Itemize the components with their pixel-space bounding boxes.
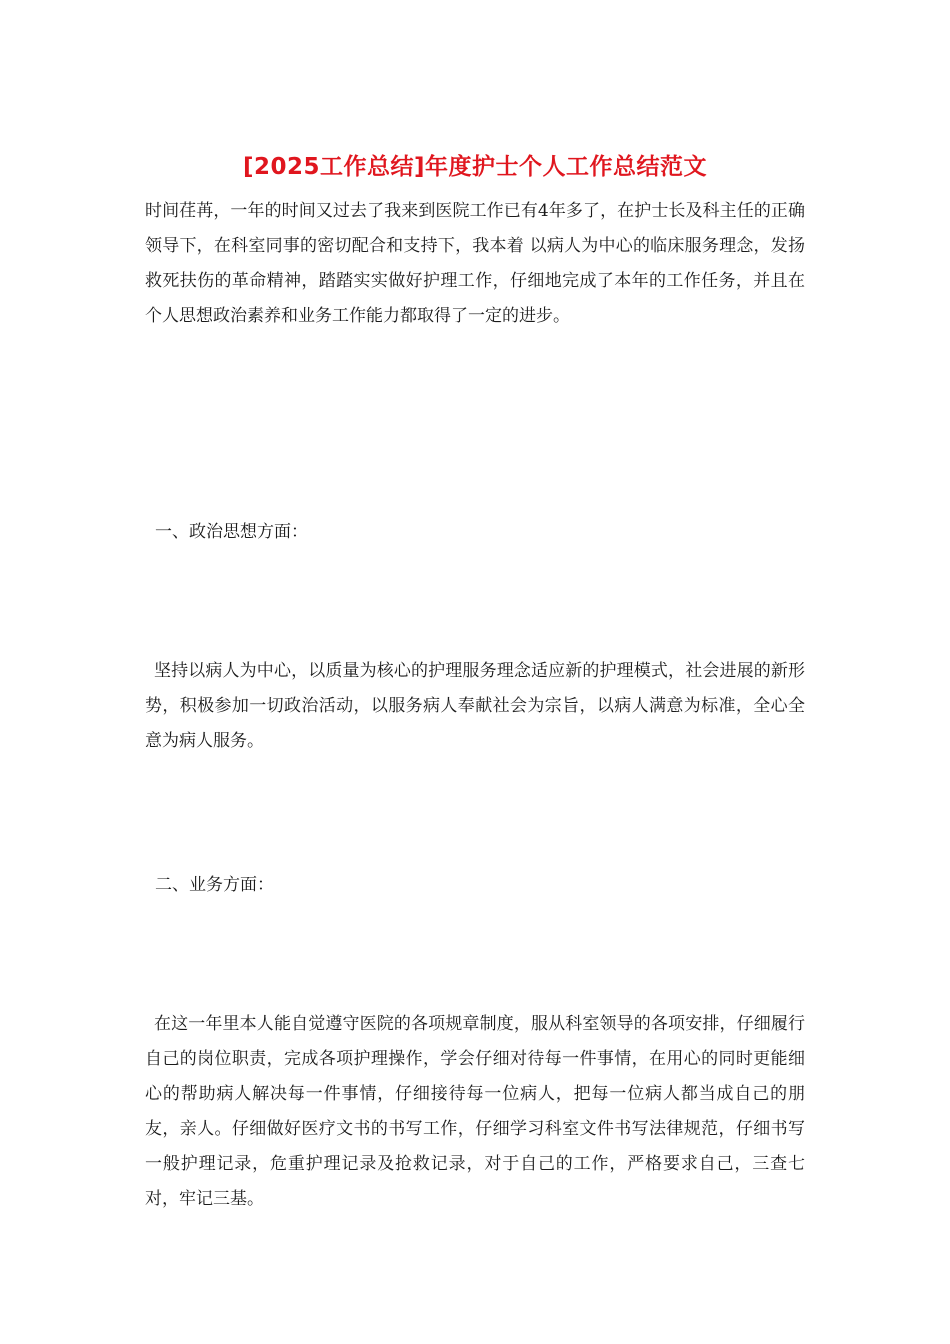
section-heading-political: 一、政治思想方面： bbox=[155, 522, 308, 542]
section-heading-business: 二、业务方面： bbox=[155, 875, 274, 895]
section-body-business: 在这一年里本人能自觉遵守医院的各项规章制度，服从科室领导的各项安排，仔细履行自己的岗位职责，完成各项护理操作，学会仔细对待每一件事情，在用心的同时更能细心的帮助病人解决每一件事情，仔细接待每一位病人，把每一位病人都当成自己的朋友，亲人。仔细做好医疗文书的书写工作，仔细学习科室文件书写法律规范，仔细书写一般护理记录，危重护理记录及抢救记录，对于自己的工作，严格要求自己，三查七对，牢记三基。 bbox=[145, 1014, 805, 1209]
document-title: [2025工作总结]年度护士个人工作总结范文 bbox=[242, 154, 708, 180]
intro-paragraph: 时间荏苒，一年的时间又过去了我来到医院工作已有4年多了，在护士长及科主任的正确领导下，在科室同事的密切配合和支持下，我本着 以病人为中心的临床服务理念，发扬救死扶伤的革命精神，踏踏实实做好护理工作，仔细地完成了本年的工作任务，并且在个人思想政治素养和业务工作能力都取得了一定的进步。 bbox=[145, 201, 805, 326]
section-body-political: 坚持以病人为中心，以质量为核心的护理服务理念适应新的护理模式，社会进展的新形势，积极参加一切政治活动，以服务病人奉献社会为宗旨，以病人满意为标准，全心全意为病人服务。 bbox=[145, 661, 805, 751]
